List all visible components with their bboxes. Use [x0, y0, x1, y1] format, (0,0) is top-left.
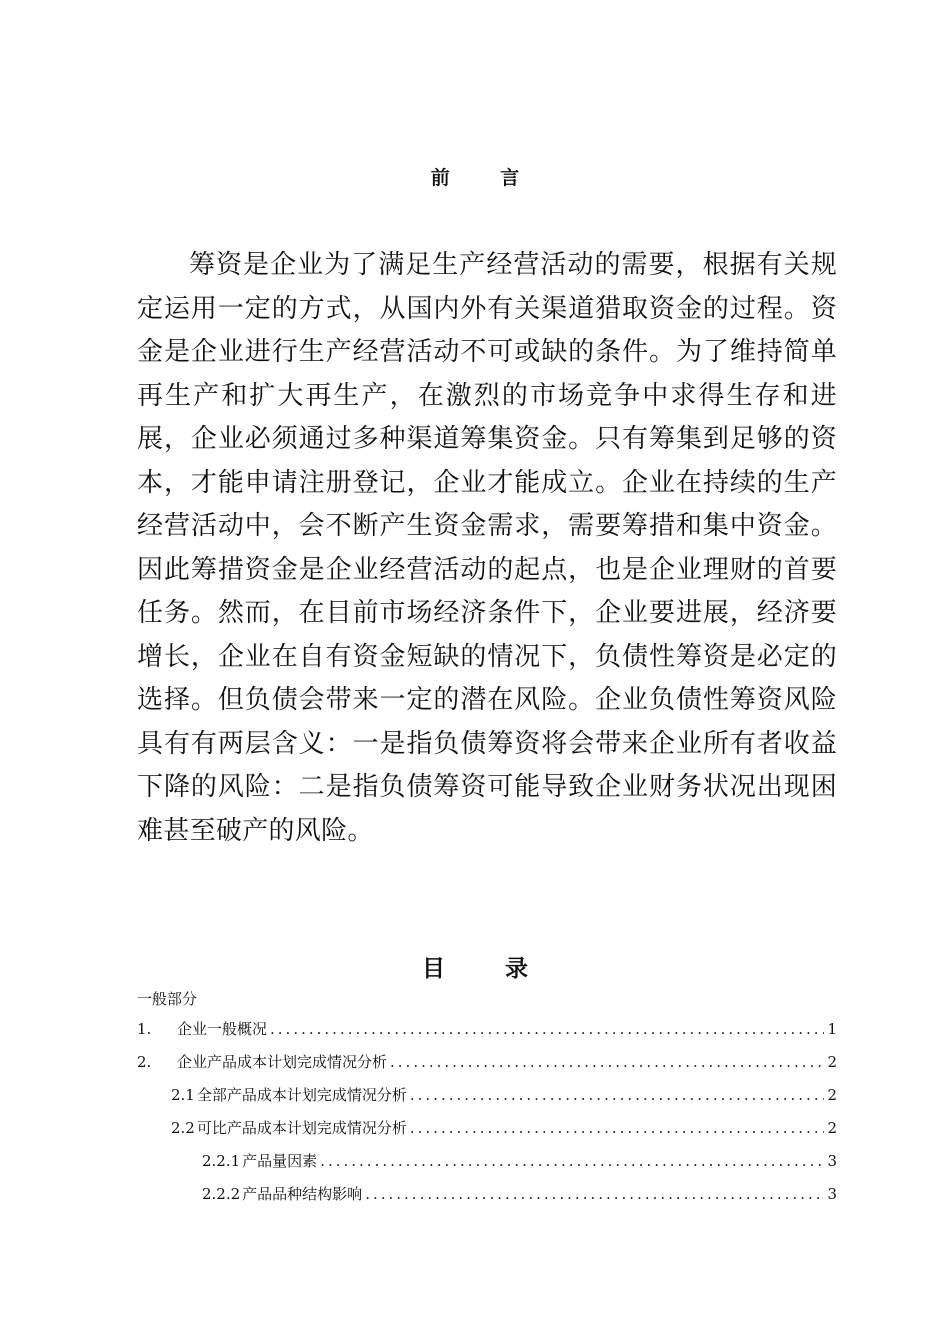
toc-entry-number: 2. — [137, 1053, 152, 1071]
toc-entry-page: 2 — [827, 1119, 837, 1137]
toc-entry-number: 1. — [137, 1020, 152, 1038]
toc-entry-text: 企业一般概况 — [177, 1020, 268, 1038]
toc-leader-dots — [270, 1020, 824, 1038]
toc-leader-dots — [320, 1152, 824, 1170]
toc-entry-text: 企业产品成本计划完成情况分析 — [177, 1053, 388, 1071]
toc-entry-text: 可比产品成本计划完成情况分析 — [196, 1119, 407, 1137]
toc-leader-dots — [390, 1053, 824, 1071]
toc-entry-text: 产品品种结构影响 — [242, 1185, 363, 1203]
toc-entry-page: 3 — [827, 1185, 837, 1203]
toc-entry-number: 2.2.1 — [202, 1152, 241, 1170]
toc-entry[interactable] — [137, 1183, 837, 1216]
toc-entry[interactable] — [137, 1117, 837, 1150]
toc-entry-number: 2.2 — [171, 1119, 195, 1137]
toc-leader-dots — [365, 1185, 824, 1203]
toc-leader-dots — [410, 1119, 825, 1137]
toc-entry-page: 2 — [827, 1053, 837, 1071]
toc-title: 目 录 — [421, 956, 554, 982]
toc-entry-text: 全部产品成本计划完成情况分析 — [196, 1086, 407, 1104]
toc-leader-dots — [410, 1086, 825, 1104]
preface-title: 前 言 — [430, 167, 542, 189]
toc-entry-page: 3 — [827, 1152, 837, 1170]
toc-section-heading: 一般部分 — [137, 990, 198, 1008]
toc-entry-page: 2 — [827, 1086, 837, 1104]
preface-paragraph: 筹资是企业为了满足生产经营活动的需要，根据有关规定运用一定的方式，从国内外有关渠道猎取资金的过程。资金是企业进行生产经营活动不可或缺的条件。为了维持简单再生产和扩大再生产，在激烈的市场竞争中求得生存和进展，企业必须通过多种渠道筹集资金。只有筹集到足够的资本，才能申请注册登记，企业才能成立。企业在持续的生产经营活动中，会不断产生资金需求，需要筹措和集中资金。因此筹措资金是企业经营活动的起点，也是企业理财的首要任务。然而，在目前市场经济条件下，企业要进展，经济要增长，企业在自有资金短缺的情况下，负债性筹资是必定的选择。但负债会带来一定的潜在风险。企业负债性筹资风险具有有两层含义：一是指负债筹资将会带来企业所有者收益下降的风险：二是指负债筹资可能导致企业财务状况出现困难甚至破产的风险。 — [137, 250, 837, 846]
toc-entry[interactable] — [137, 1051, 837, 1084]
toc-entry-page: 1 — [827, 1020, 837, 1038]
toc-entry-text: 产品量因素 — [242, 1152, 318, 1170]
toc-entry-number: 2.1 — [171, 1086, 195, 1104]
toc-list — [137, 1018, 837, 1216]
toc-entry-number: 2.2.2 — [202, 1185, 241, 1203]
toc-entry[interactable] — [137, 1018, 837, 1051]
toc-entry[interactable] — [137, 1150, 837, 1183]
toc-entry[interactable] — [137, 1084, 837, 1117]
